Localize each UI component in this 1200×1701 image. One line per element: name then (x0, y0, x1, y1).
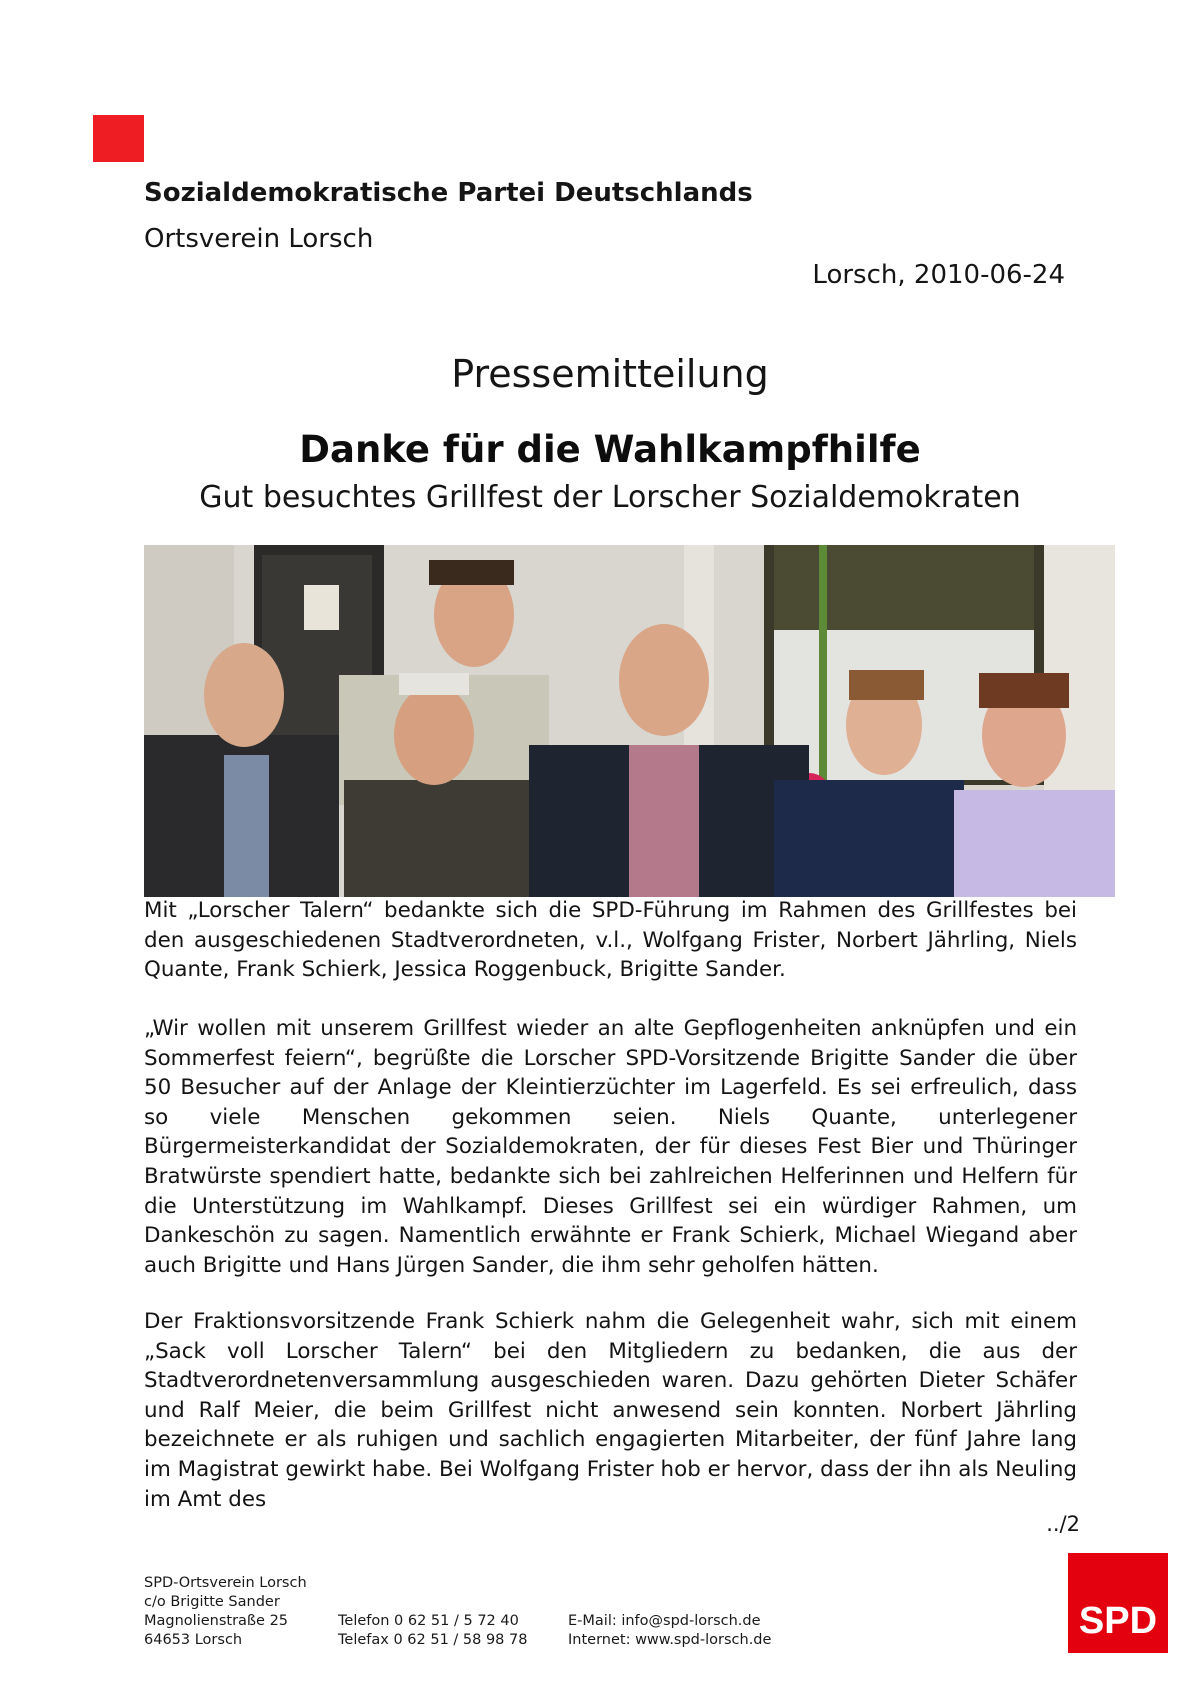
subheadline: Gut besuchtes Grillfest der Lorscher Sozialdemokraten (199, 480, 1021, 515)
document-type-label: Pressemitteilung (451, 352, 769, 396)
footer-address-line: c/o Brigitte Sander (144, 1594, 280, 1610)
footer-email[interactable]: E-Mail: info@spd-lorsch.de (568, 1613, 761, 1629)
footer-phone-fax (338, 1612, 527, 1650)
body-paragraph-2: Der Fraktionsvorsitzende Frank Schierk nahm die Gelegenheit wahr, sich mit einem „Sack voll Lorscher Talern“ bei den Mitgliedern zu bedanken, die aus der Stadtverordnetenversammlung ausgeschieden waren. Dazu gehörten Dieter Schäfer und Ralf Meier, die beim Grillfest nicht anwesend sein konnten. Norbert Jährling bezeichnete er als ruhigen und sachlich engagierten Mitarbeiter, der fünf Jahre lang im Magistrat gewirkt habe. Bei Wolfgang Frister hob er hervor, dass der ihn als Neuling im Amt des (144, 1309, 1077, 1512)
body-paragraph-1: „Wir wollen mit unserem Grillfest wieder an alte Gepflogenheiten anknüpfen und ein Sommerfest feiern“, begrüßte die Lorscher SPD-Vorsitzende Brigitte Sander die über 50 Besucher auf der Anlage der Kleintierzüchter im Lagerfeld. Es sei erfreulich, dass so viele Menschen gekommen seien. Niels Quante, unterlegener Bürgermeisterkandidat der Sozialdemokraten, der für dieses Fest Bier und Thüringer Bratwürste spendiert hatte, bedankte sich bei zahlreichen Helferinnen und Helfern für die Unterstützung im Wahlkampf. Dieses Grillfest sei ein würdiger Rahmen, um Dankeschön zu sagen. Namentlich erwähnte er Frank Schierk, Michael Wiegand aber auch Brigitte und Hans Jürgen Sander, die ihm sehr geholfen hätten. (144, 1016, 1077, 1278)
spd-logo (1068, 1553, 1168, 1653)
footer-address (144, 1574, 307, 1650)
group-photo (144, 545, 1115, 897)
headline: Danke für die Wahlkampfhilfe (299, 428, 921, 471)
footer-contact (568, 1612, 771, 1650)
red-square-mark (93, 115, 144, 162)
photo-caption: Mit „Lorscher Talern“ bedankte sich die SPD-Führung im Rahmen des Grillfestes bei den ausgeschiedenen Stadtverordneten, v.l., Wolfgang Frister, Norbert Jährling, Niels Quante, Frank Schierk, Jessica Roggenbuck, Brigitte Sander. (144, 898, 1077, 983)
organization-name: Sozialdemokratische Partei Deutschlands (144, 178, 753, 208)
footer-fax: Telefax 0 62 51 / 58 98 78 (338, 1632, 528, 1648)
footer-address-line: SPD-Ortsverein Lorsch (144, 1575, 307, 1591)
footer-address-line: 64653 Lorsch (144, 1632, 243, 1648)
local-branch-name: Ortsverein Lorsch (144, 224, 374, 254)
footer-address-line: Magnolienstraße 25 (144, 1613, 289, 1629)
page-continuation-indicator: ../2 (1046, 1512, 1080, 1536)
document-date: Lorsch, 2010-06-24 (812, 260, 1065, 290)
footer-website[interactable]: Internet: www.spd-lorsch.de (568, 1632, 772, 1648)
footer-phone: Telefon 0 62 51 / 5 72 40 (338, 1613, 519, 1629)
spd-logo-text: SPD (1078, 1600, 1158, 1642)
